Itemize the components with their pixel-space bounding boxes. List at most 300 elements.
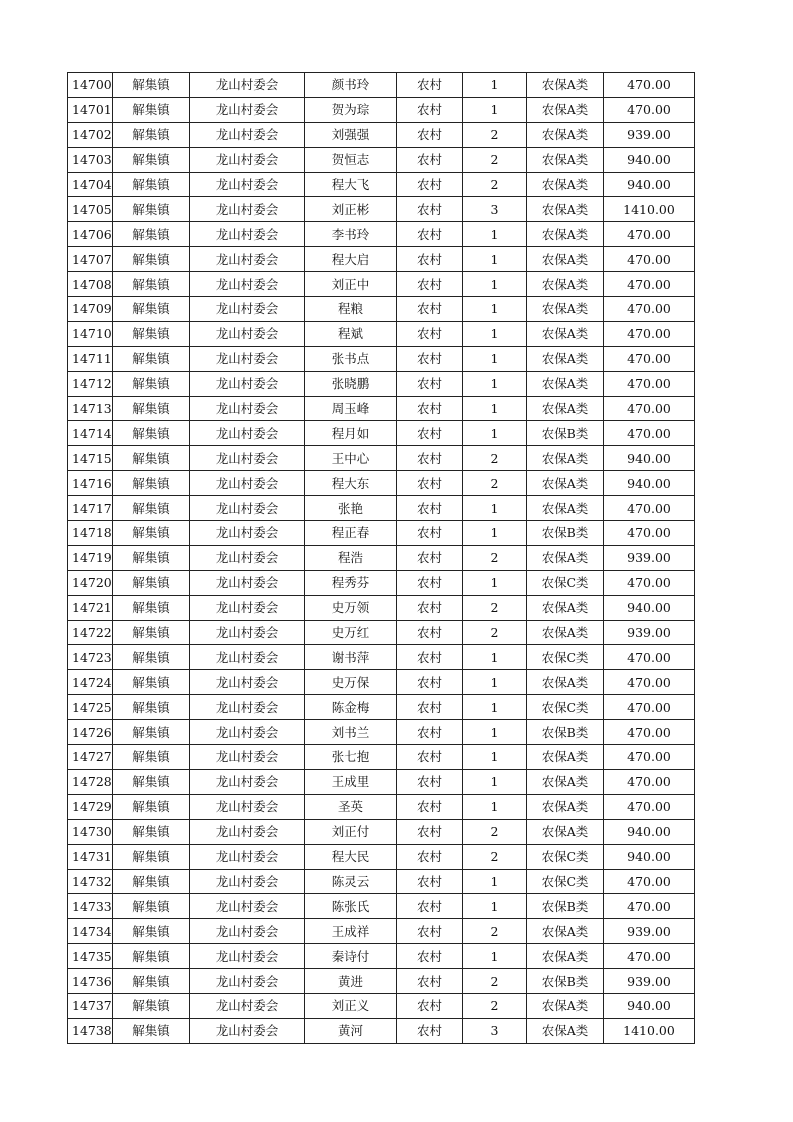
- household-type-cell: 农村: [397, 969, 463, 994]
- table-row: [68, 471, 695, 496]
- person-count-cell: 1: [463, 769, 527, 794]
- table-row: [68, 819, 695, 844]
- village-committee-cell: 龙山村委会: [190, 73, 305, 98]
- record-id-cell: 14701: [68, 97, 113, 122]
- name-cell: 程月如: [305, 421, 397, 446]
- name-cell: 张七抱: [305, 745, 397, 770]
- amount-cell: 470.00: [604, 346, 695, 371]
- household-type-cell: 农村: [397, 421, 463, 446]
- record-id-cell: 14713: [68, 396, 113, 421]
- village-committee-cell: 龙山村委会: [190, 769, 305, 794]
- town-cell: 解集镇: [113, 769, 190, 794]
- household-type-cell: 农村: [397, 894, 463, 919]
- record-id-cell: 14717: [68, 496, 113, 521]
- person-count-cell: 1: [463, 869, 527, 894]
- village-committee-cell: 龙山村委会: [190, 496, 305, 521]
- person-count-cell: 2: [463, 819, 527, 844]
- person-count-cell: 1: [463, 421, 527, 446]
- name-cell: 黄河: [305, 1018, 397, 1043]
- table-row: [68, 620, 695, 645]
- village-committee-cell: 龙山村委会: [190, 745, 305, 770]
- village-committee-cell: 龙山村委会: [190, 97, 305, 122]
- amount-cell: 940.00: [604, 844, 695, 869]
- town-cell: 解集镇: [113, 720, 190, 745]
- amount-cell: 470.00: [604, 745, 695, 770]
- name-cell: 张晓鹏: [305, 371, 397, 396]
- amount-cell: 1410.00: [604, 1018, 695, 1043]
- table-row: [68, 122, 695, 147]
- insurance-category-cell: 农保B类: [527, 894, 604, 919]
- record-id-cell: 14724: [68, 670, 113, 695]
- person-count-cell: 1: [463, 670, 527, 695]
- name-cell: 圣英: [305, 794, 397, 819]
- record-id-cell: 14710: [68, 321, 113, 346]
- household-type-cell: 农村: [397, 919, 463, 944]
- insurance-category-cell: 农保C类: [527, 695, 604, 720]
- table-row: [68, 321, 695, 346]
- village-committee-cell: 龙山村委会: [190, 670, 305, 695]
- household-type-cell: 农村: [397, 147, 463, 172]
- person-count-cell: 1: [463, 222, 527, 247]
- person-count-cell: 1: [463, 720, 527, 745]
- name-cell: 史万保: [305, 670, 397, 695]
- village-committee-cell: 龙山村委会: [190, 620, 305, 645]
- town-cell: 解集镇: [113, 620, 190, 645]
- insurance-category-cell: 农保B类: [527, 720, 604, 745]
- insurance-category-cell: 农保C类: [527, 645, 604, 670]
- village-committee-cell: 龙山村委会: [190, 819, 305, 844]
- record-id-cell: 14722: [68, 620, 113, 645]
- table-row: [68, 272, 695, 297]
- person-count-cell: 3: [463, 197, 527, 222]
- village-committee-cell: 龙山村委会: [190, 944, 305, 969]
- town-cell: 解集镇: [113, 197, 190, 222]
- amount-cell: 470.00: [604, 247, 695, 272]
- amount-cell: 470.00: [604, 73, 695, 98]
- record-id-cell: 14735: [68, 944, 113, 969]
- name-cell: 王中心: [305, 446, 397, 471]
- record-id-cell: 14711: [68, 346, 113, 371]
- household-type-cell: 农村: [397, 745, 463, 770]
- table-row: [68, 844, 695, 869]
- person-count-cell: 1: [463, 570, 527, 595]
- town-cell: 解集镇: [113, 969, 190, 994]
- name-cell: 陈灵云: [305, 869, 397, 894]
- name-cell: 谢书萍: [305, 645, 397, 670]
- name-cell: 程大飞: [305, 172, 397, 197]
- amount-cell: 939.00: [604, 545, 695, 570]
- insurance-category-cell: 农保A类: [527, 73, 604, 98]
- amount-cell: 470.00: [604, 521, 695, 546]
- household-type-cell: 农村: [397, 869, 463, 894]
- village-committee-cell: 龙山村委会: [190, 247, 305, 272]
- name-cell: 程大启: [305, 247, 397, 272]
- person-count-cell: 2: [463, 595, 527, 620]
- amount-cell: 470.00: [604, 371, 695, 396]
- household-type-cell: 农村: [397, 595, 463, 620]
- household-type-cell: 农村: [397, 645, 463, 670]
- name-cell: 李书玲: [305, 222, 397, 247]
- amount-cell: 940.00: [604, 172, 695, 197]
- village-committee-cell: 龙山村委会: [190, 122, 305, 147]
- amount-cell: 940.00: [604, 446, 695, 471]
- table-row: [68, 993, 695, 1018]
- amount-cell: 470.00: [604, 670, 695, 695]
- town-cell: 解集镇: [113, 695, 190, 720]
- household-type-cell: 农村: [397, 197, 463, 222]
- table-row: [68, 894, 695, 919]
- record-id-cell: 14738: [68, 1018, 113, 1043]
- town-cell: 解集镇: [113, 371, 190, 396]
- town-cell: 解集镇: [113, 222, 190, 247]
- insurance-category-cell: 农保A类: [527, 346, 604, 371]
- household-type-cell: 农村: [397, 321, 463, 346]
- person-count-cell: 1: [463, 695, 527, 720]
- insurance-category-cell: 农保A类: [527, 1018, 604, 1043]
- amount-cell: 939.00: [604, 919, 695, 944]
- name-cell: 刘正彬: [305, 197, 397, 222]
- name-cell: 王成祥: [305, 919, 397, 944]
- person-count-cell: 1: [463, 944, 527, 969]
- record-id-cell: 14730: [68, 819, 113, 844]
- village-committee-cell: 龙山村委会: [190, 321, 305, 346]
- amount-cell: 470.00: [604, 869, 695, 894]
- insurance-category-cell: 农保C类: [527, 844, 604, 869]
- insurance-category-cell: 农保A类: [527, 620, 604, 645]
- household-type-cell: 农村: [397, 670, 463, 695]
- household-type-cell: 农村: [397, 122, 463, 147]
- town-cell: 解集镇: [113, 247, 190, 272]
- amount-cell: 470.00: [604, 720, 695, 745]
- insurance-category-cell: 农保A类: [527, 993, 604, 1018]
- name-cell: 程浩: [305, 545, 397, 570]
- amount-cell: 470.00: [604, 645, 695, 670]
- person-count-cell: 1: [463, 745, 527, 770]
- person-count-cell: 2: [463, 620, 527, 645]
- record-id-cell: 14718: [68, 521, 113, 546]
- town-cell: 解集镇: [113, 745, 190, 770]
- town-cell: 解集镇: [113, 496, 190, 521]
- insurance-category-cell: 农保A类: [527, 371, 604, 396]
- village-committee-cell: 龙山村委会: [190, 545, 305, 570]
- person-count-cell: 1: [463, 247, 527, 272]
- person-count-cell: 1: [463, 894, 527, 919]
- table-row: [68, 1018, 695, 1043]
- person-count-cell: 1: [463, 645, 527, 670]
- household-type-cell: 农村: [397, 272, 463, 297]
- household-type-cell: 农村: [397, 1018, 463, 1043]
- insurance-category-cell: 农保A类: [527, 172, 604, 197]
- table-row: [68, 247, 695, 272]
- insurance-category-cell: 农保B类: [527, 969, 604, 994]
- town-cell: 解集镇: [113, 73, 190, 98]
- town-cell: 解集镇: [113, 844, 190, 869]
- table-row: [68, 371, 695, 396]
- household-type-cell: 农村: [397, 521, 463, 546]
- name-cell: 程大民: [305, 844, 397, 869]
- town-cell: 解集镇: [113, 471, 190, 496]
- person-count-cell: 2: [463, 471, 527, 496]
- name-cell: 史万领: [305, 595, 397, 620]
- town-cell: 解集镇: [113, 122, 190, 147]
- town-cell: 解集镇: [113, 346, 190, 371]
- insurance-category-cell: 农保A类: [527, 769, 604, 794]
- name-cell: 刘强强: [305, 122, 397, 147]
- village-committee-cell: 龙山村委会: [190, 346, 305, 371]
- name-cell: 程秀芬: [305, 570, 397, 595]
- household-type-cell: 农村: [397, 769, 463, 794]
- insurance-category-cell: 农保C类: [527, 869, 604, 894]
- table-row: [68, 222, 695, 247]
- person-count-cell: 1: [463, 73, 527, 98]
- record-id-cell: 14707: [68, 247, 113, 272]
- insurance-category-cell: 农保B类: [527, 421, 604, 446]
- name-cell: 程斌: [305, 321, 397, 346]
- household-type-cell: 农村: [397, 222, 463, 247]
- name-cell: 程大东: [305, 471, 397, 496]
- town-cell: 解集镇: [113, 645, 190, 670]
- insurance-category-cell: 农保A类: [527, 794, 604, 819]
- person-count-cell: 2: [463, 122, 527, 147]
- person-count-cell: 1: [463, 321, 527, 346]
- insurance-category-cell: 农保A类: [527, 446, 604, 471]
- record-id-cell: 14727: [68, 745, 113, 770]
- record-id-cell: 14731: [68, 844, 113, 869]
- amount-cell: 940.00: [604, 993, 695, 1018]
- amount-cell: 939.00: [604, 969, 695, 994]
- village-committee-cell: 龙山村委会: [190, 695, 305, 720]
- amount-cell: 470.00: [604, 97, 695, 122]
- insurance-category-cell: 农保A类: [527, 247, 604, 272]
- village-committee-cell: 龙山村委会: [190, 471, 305, 496]
- record-id-cell: 14732: [68, 869, 113, 894]
- table-row: [68, 73, 695, 98]
- person-count-cell: 2: [463, 172, 527, 197]
- amount-cell: 470.00: [604, 794, 695, 819]
- amount-cell: 940.00: [604, 819, 695, 844]
- name-cell: 张艳: [305, 496, 397, 521]
- insurance-category-cell: 农保A类: [527, 222, 604, 247]
- amount-cell: 940.00: [604, 471, 695, 496]
- name-cell: 颜书玲: [305, 73, 397, 98]
- record-id-cell: 14716: [68, 471, 113, 496]
- person-count-cell: 1: [463, 297, 527, 322]
- village-committee-cell: 龙山村委会: [190, 297, 305, 322]
- table-row: [68, 645, 695, 670]
- amount-cell: 470.00: [604, 321, 695, 346]
- town-cell: 解集镇: [113, 545, 190, 570]
- name-cell: 刘正中: [305, 272, 397, 297]
- town-cell: 解集镇: [113, 446, 190, 471]
- village-committee-cell: 龙山村委会: [190, 720, 305, 745]
- person-count-cell: 2: [463, 919, 527, 944]
- name-cell: 周玉峰: [305, 396, 397, 421]
- insurance-category-cell: 农保A类: [527, 297, 604, 322]
- table-row: [68, 521, 695, 546]
- town-cell: 解集镇: [113, 297, 190, 322]
- household-type-cell: 农村: [397, 720, 463, 745]
- table-row: [68, 869, 695, 894]
- village-committee-cell: 龙山村委会: [190, 222, 305, 247]
- town-cell: 解集镇: [113, 147, 190, 172]
- village-committee-cell: 龙山村委会: [190, 595, 305, 620]
- town-cell: 解集镇: [113, 595, 190, 620]
- village-committee-cell: 龙山村委会: [190, 272, 305, 297]
- town-cell: 解集镇: [113, 570, 190, 595]
- amount-cell: 470.00: [604, 894, 695, 919]
- insurance-category-cell: 农保A类: [527, 496, 604, 521]
- person-count-cell: 3: [463, 1018, 527, 1043]
- amount-cell: 470.00: [604, 421, 695, 446]
- amount-cell: 939.00: [604, 122, 695, 147]
- amount-cell: 940.00: [604, 595, 695, 620]
- village-committee-cell: 龙山村委会: [190, 1018, 305, 1043]
- table-body: [68, 73, 695, 1044]
- table-row: [68, 197, 695, 222]
- name-cell: 史万红: [305, 620, 397, 645]
- village-committee-cell: 龙山村委会: [190, 570, 305, 595]
- person-count-cell: 2: [463, 844, 527, 869]
- record-id-cell: 14714: [68, 421, 113, 446]
- table-row: [68, 595, 695, 620]
- insurance-category-cell: 农保A类: [527, 944, 604, 969]
- person-count-cell: 1: [463, 97, 527, 122]
- record-id-cell: 14728: [68, 769, 113, 794]
- village-committee-cell: 龙山村委会: [190, 197, 305, 222]
- village-committee-cell: 龙山村委会: [190, 869, 305, 894]
- person-count-cell: 1: [463, 272, 527, 297]
- amount-cell: 470.00: [604, 570, 695, 595]
- household-type-cell: 农村: [397, 944, 463, 969]
- table-row: [68, 745, 695, 770]
- record-id-cell: 14708: [68, 272, 113, 297]
- household-type-cell: 农村: [397, 794, 463, 819]
- table-row: [68, 670, 695, 695]
- amount-cell: 940.00: [604, 147, 695, 172]
- village-committee-cell: 龙山村委会: [190, 147, 305, 172]
- insurance-category-cell: 农保B类: [527, 521, 604, 546]
- insurance-category-cell: 农保A类: [527, 197, 604, 222]
- household-type-cell: 农村: [397, 471, 463, 496]
- record-id-cell: 14703: [68, 147, 113, 172]
- amount-cell: 470.00: [604, 222, 695, 247]
- town-cell: 解集镇: [113, 869, 190, 894]
- insurance-category-cell: 农保A类: [527, 595, 604, 620]
- name-cell: 张书点: [305, 346, 397, 371]
- town-cell: 解集镇: [113, 919, 190, 944]
- record-id-cell: 14700: [68, 73, 113, 98]
- village-committee-cell: 龙山村委会: [190, 894, 305, 919]
- household-type-cell: 农村: [397, 695, 463, 720]
- household-type-cell: 农村: [397, 297, 463, 322]
- table-row: [68, 720, 695, 745]
- person-count-cell: 1: [463, 496, 527, 521]
- table-row: [68, 944, 695, 969]
- record-id-cell: 14721: [68, 595, 113, 620]
- table-row: [68, 695, 695, 720]
- insurance-category-cell: 农保A类: [527, 545, 604, 570]
- household-type-cell: 农村: [397, 993, 463, 1018]
- table-row: [68, 147, 695, 172]
- village-committee-cell: 龙山村委会: [190, 396, 305, 421]
- table-row: [68, 769, 695, 794]
- table-row: [68, 446, 695, 471]
- household-type-cell: 农村: [397, 446, 463, 471]
- record-id-cell: 14705: [68, 197, 113, 222]
- record-id-cell: 14726: [68, 720, 113, 745]
- village-committee-cell: 龙山村委会: [190, 993, 305, 1018]
- person-count-cell: 1: [463, 396, 527, 421]
- person-count-cell: 1: [463, 346, 527, 371]
- household-type-cell: 农村: [397, 172, 463, 197]
- household-type-cell: 农村: [397, 247, 463, 272]
- village-committee-cell: 龙山村委会: [190, 645, 305, 670]
- record-id-cell: 14725: [68, 695, 113, 720]
- household-type-cell: 农村: [397, 97, 463, 122]
- record-id-cell: 14704: [68, 172, 113, 197]
- insurance-category-cell: 农保A类: [527, 670, 604, 695]
- village-committee-cell: 龙山村委会: [190, 969, 305, 994]
- name-cell: 刘正付: [305, 819, 397, 844]
- insurance-category-cell: 农保A类: [527, 471, 604, 496]
- table-row: [68, 496, 695, 521]
- town-cell: 解集镇: [113, 172, 190, 197]
- town-cell: 解集镇: [113, 521, 190, 546]
- person-count-cell: 2: [463, 446, 527, 471]
- village-committee-cell: 龙山村委会: [190, 421, 305, 446]
- table-row: [68, 421, 695, 446]
- name-cell: 陈张氏: [305, 894, 397, 919]
- household-type-cell: 农村: [397, 545, 463, 570]
- town-cell: 解集镇: [113, 1018, 190, 1043]
- record-id-cell: 14720: [68, 570, 113, 595]
- record-id-cell: 14736: [68, 969, 113, 994]
- name-cell: 贺恒志: [305, 147, 397, 172]
- village-committee-cell: 龙山村委会: [190, 844, 305, 869]
- household-type-cell: 农村: [397, 371, 463, 396]
- village-committee-cell: 龙山村委会: [190, 521, 305, 546]
- insurance-category-cell: 农保A类: [527, 272, 604, 297]
- insurance-category-cell: 农保C类: [527, 570, 604, 595]
- town-cell: 解集镇: [113, 396, 190, 421]
- record-id-cell: 14737: [68, 993, 113, 1018]
- name-cell: 刘书兰: [305, 720, 397, 745]
- village-committee-cell: 龙山村委会: [190, 794, 305, 819]
- household-type-cell: 农村: [397, 346, 463, 371]
- table-row: [68, 545, 695, 570]
- village-committee-cell: 龙山村委会: [190, 919, 305, 944]
- name-cell: 秦诗付: [305, 944, 397, 969]
- insurance-category-cell: 农保A类: [527, 745, 604, 770]
- town-cell: 解集镇: [113, 97, 190, 122]
- insurance-category-cell: 农保A类: [527, 919, 604, 944]
- village-committee-cell: 龙山村委会: [190, 371, 305, 396]
- record-id-cell: 14709: [68, 297, 113, 322]
- household-type-cell: 农村: [397, 844, 463, 869]
- amount-cell: 470.00: [604, 496, 695, 521]
- town-cell: 解集镇: [113, 272, 190, 297]
- record-id-cell: 14723: [68, 645, 113, 670]
- table-row: [68, 97, 695, 122]
- record-id-cell: 14734: [68, 919, 113, 944]
- name-cell: 陈金梅: [305, 695, 397, 720]
- town-cell: 解集镇: [113, 670, 190, 695]
- name-cell: 黄进: [305, 969, 397, 994]
- town-cell: 解集镇: [113, 321, 190, 346]
- person-count-cell: 2: [463, 147, 527, 172]
- amount-cell: 470.00: [604, 944, 695, 969]
- town-cell: 解集镇: [113, 894, 190, 919]
